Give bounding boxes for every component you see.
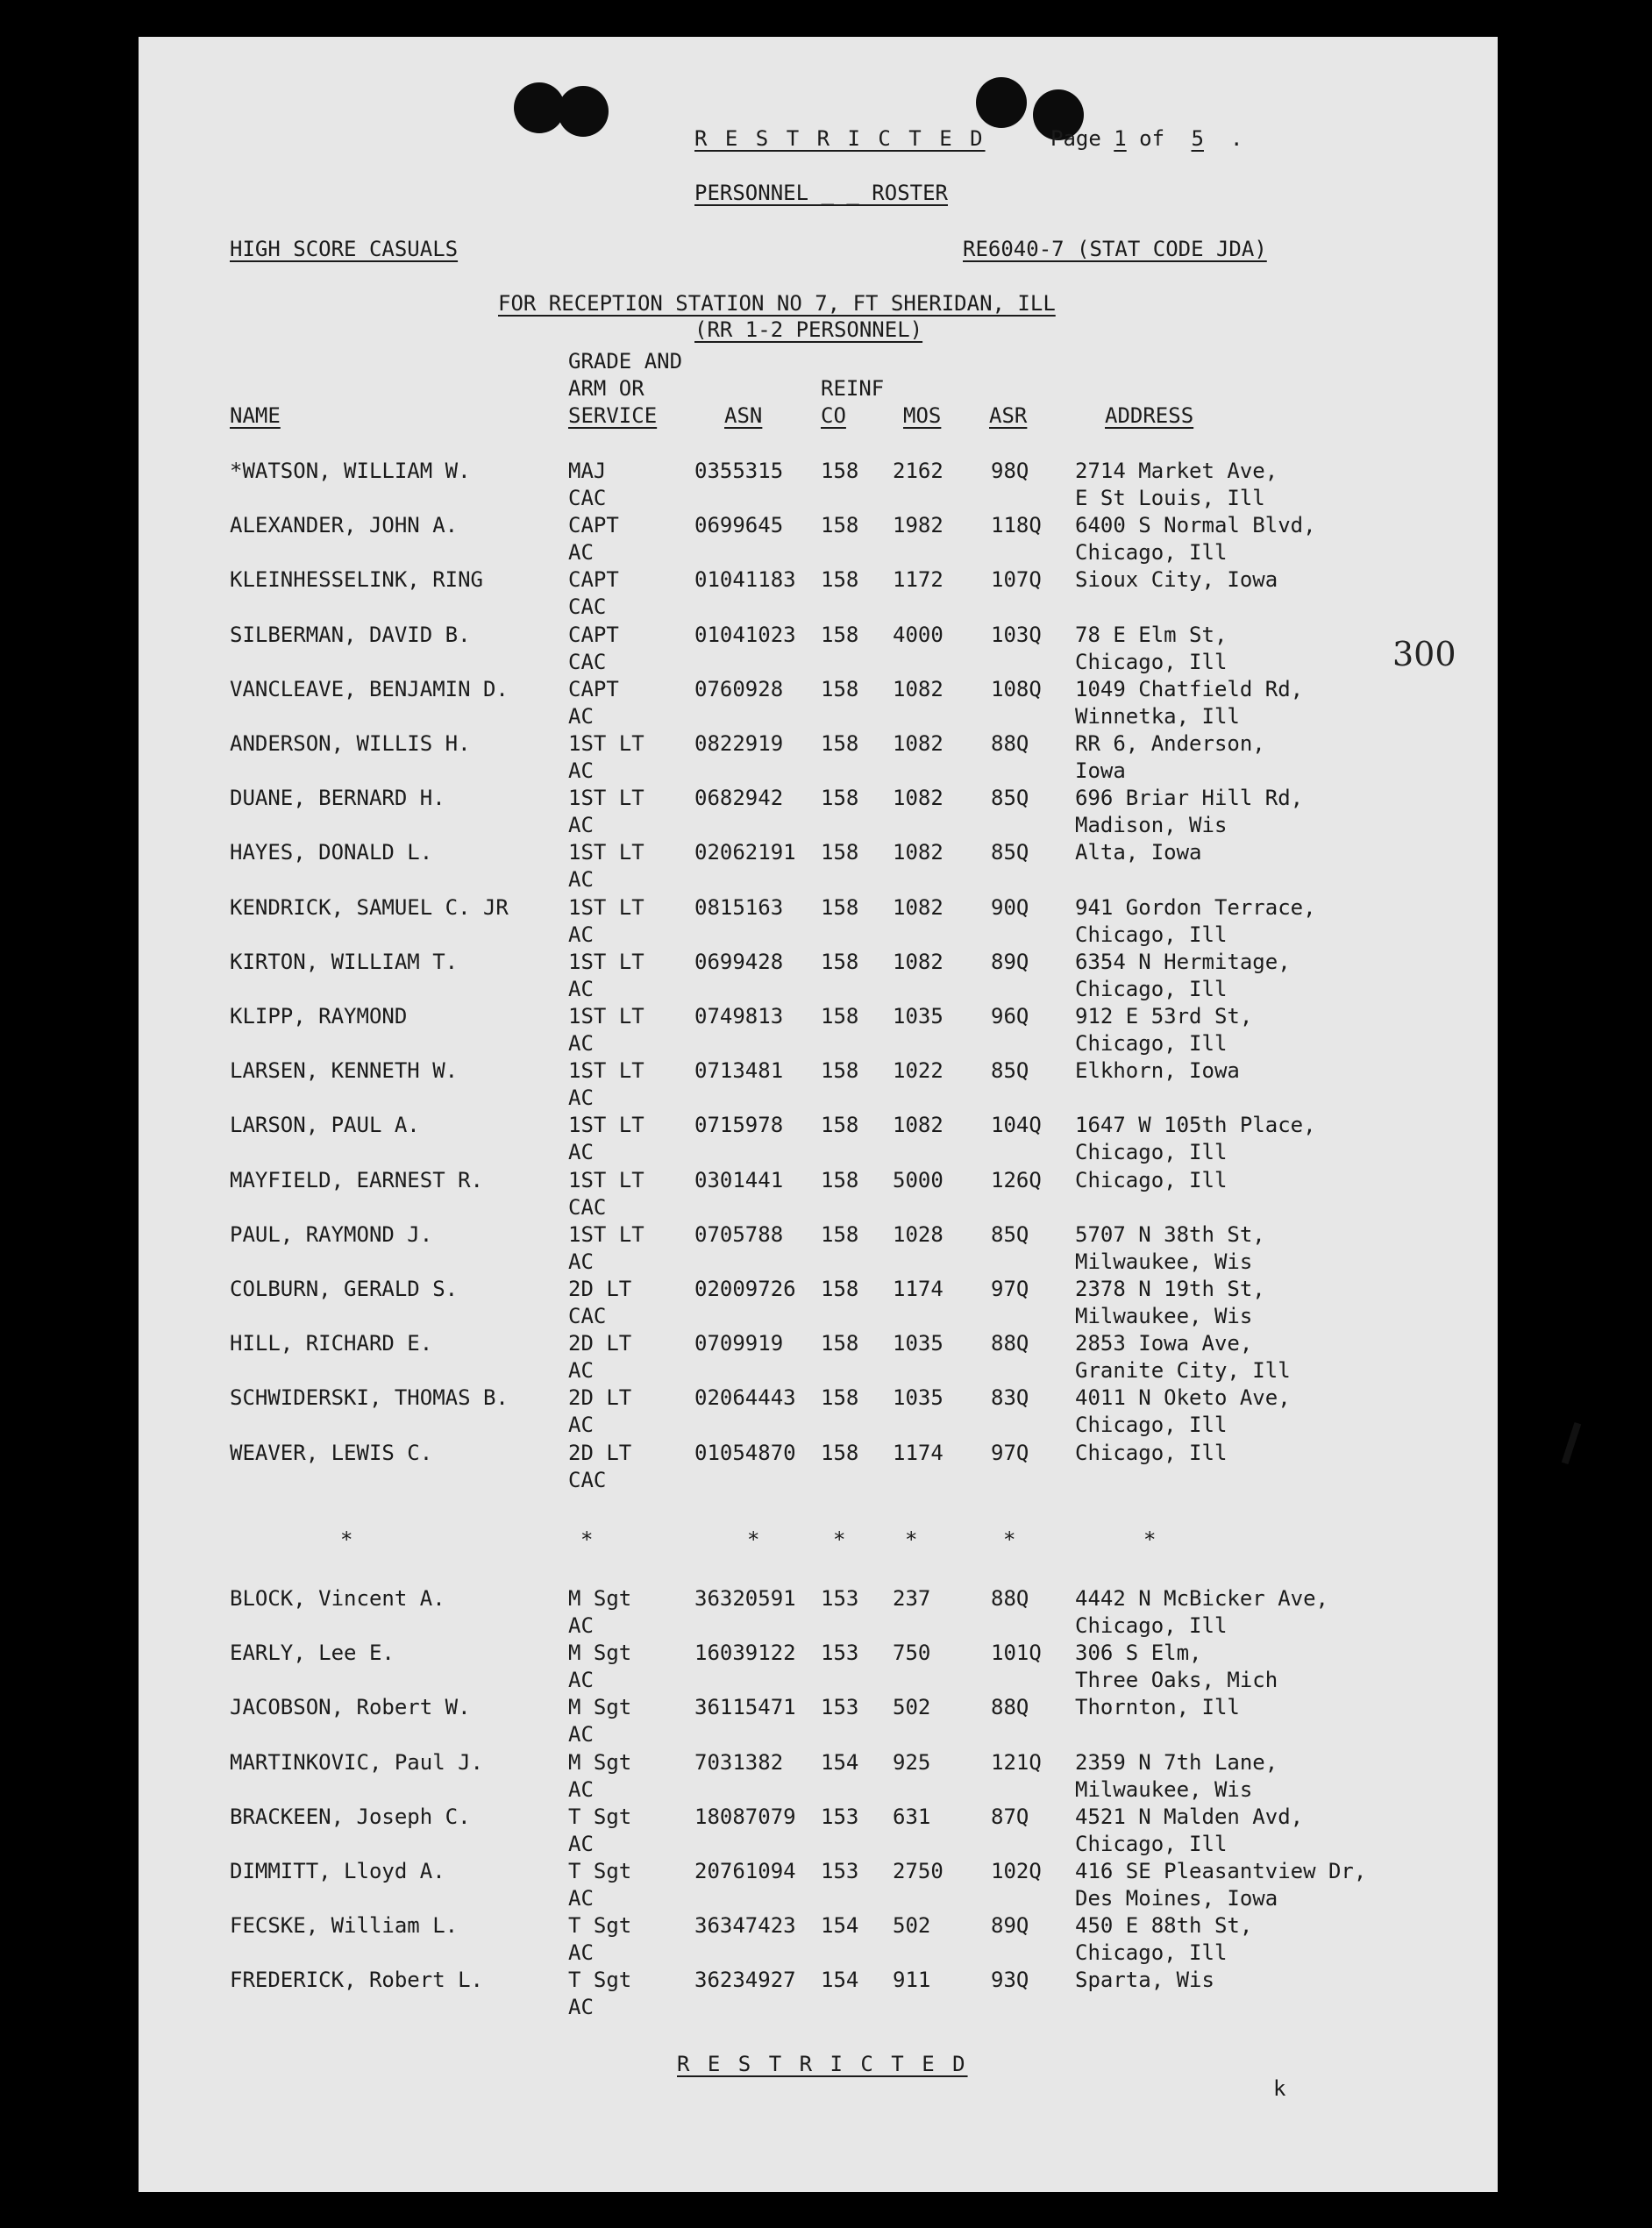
cell-grade: M Sgt — [568, 1641, 632, 1666]
separator-star: * — [340, 1527, 353, 1552]
cell-addr1: Alta, Iowa — [1075, 840, 1202, 865]
cell-mos: 237 — [893, 1586, 931, 1611]
cell-addr1: RR 6, Anderson, — [1075, 731, 1265, 756]
table-row — [139, 730, 1498, 785]
page-label: Page — [1050, 126, 1101, 151]
col-reinf-2: CO — [821, 403, 846, 428]
cell-mos: 1082 — [893, 1113, 943, 1138]
cell-grade: T Sgt — [568, 1913, 632, 1939]
col-grade-1: GRADE AND — [568, 349, 683, 374]
cell-co: 158 — [821, 1277, 859, 1301]
cell-mos: 1082 — [893, 786, 943, 811]
cell-asn: 0760928 — [694, 676, 784, 701]
cell-asr: 88Q — [991, 1695, 1029, 1720]
cell-addr1: 5707 N 38th St, — [1075, 1221, 1265, 1247]
cell-name: *WATSON, WILLIAM W. — [230, 459, 471, 483]
page-number: 1 — [1114, 126, 1127, 151]
cell-addr1: 2853 Iowa Ave, — [1075, 1331, 1253, 1356]
cell-mos: 1082 — [893, 840, 943, 865]
cell-grade: 1ST LT — [568, 1113, 644, 1138]
cell-co: 158 — [821, 676, 859, 701]
cell-co: 154 — [821, 1968, 859, 1993]
cell-arm: AC — [568, 1886, 594, 1911]
cell-name: MARTINKOVIC, Paul J. — [230, 1749, 483, 1775]
restricted-top: R E S T R I C T E D — [694, 126, 986, 151]
cell-addr2: Chicago, Ill — [1075, 922, 1228, 947]
table-row — [139, 512, 1498, 566]
cell-co: 158 — [821, 1221, 859, 1247]
cell-addr1: 2714 Market Ave, — [1075, 459, 1278, 483]
cell-co: 158 — [821, 949, 859, 974]
cell-grade: 1ST LT — [568, 949, 644, 974]
table-row — [139, 1640, 1498, 1694]
cell-mos: 1172 — [893, 567, 943, 593]
cell-name: COLBURN, GERALD S. — [230, 1277, 459, 1301]
table-row — [139, 1003, 1498, 1057]
cell-arm: AC — [568, 1249, 594, 1274]
cell-addr1: 6400 S Normal Blvd, — [1075, 513, 1316, 538]
cell-co: 158 — [821, 1167, 859, 1192]
cell-arm: CAC — [568, 1467, 607, 1492]
cell-asr: 88Q — [991, 1586, 1029, 1611]
table-row — [139, 839, 1498, 893]
cell-arm: AC — [568, 1140, 594, 1165]
cell-name: JACOBSON, Robert W. — [230, 1695, 471, 1720]
cell-arm: CAC — [568, 594, 607, 620]
cell-name: KENDRICK, SAMUEL C. JR — [230, 894, 509, 920]
cell-asr: 90Q — [991, 894, 1029, 920]
cell-co: 158 — [821, 731, 859, 756]
cell-asr: 121Q — [991, 1749, 1042, 1775]
cell-addr2: Chicago, Ill — [1075, 1831, 1228, 1856]
cell-asn: 02064443 — [694, 1385, 796, 1411]
cell-arm: AC — [568, 703, 594, 729]
cell-name: BRACKEEN, Joseph C. — [230, 1804, 471, 1829]
cell-name: KLEINHESSELINK, RING — [230, 567, 483, 593]
cell-mos: 4000 — [893, 622, 943, 647]
cell-mos: 925 — [893, 1749, 931, 1775]
table-row — [139, 1749, 1498, 1804]
of-label: of — [1139, 126, 1165, 151]
cell-addr1: Thornton, Ill — [1075, 1695, 1240, 1720]
cell-asn: 18087079 — [694, 1804, 796, 1829]
cell-mos: 5000 — [893, 1167, 943, 1192]
unit-label: HIGH SCORE CASUALS — [230, 237, 459, 261]
table-row — [139, 1967, 1498, 2021]
cell-grade: 1ST LT — [568, 840, 644, 865]
cell-arm: AC — [568, 1086, 594, 1111]
col-name: NAME — [230, 403, 281, 428]
cell-addr1: 2359 N 7th Lane, — [1075, 1749, 1278, 1775]
table-row — [139, 1585, 1498, 1640]
cell-addr2: Chicago, Ill — [1075, 649, 1228, 674]
cell-co: 158 — [821, 1440, 859, 1465]
cell-asr: 96Q — [991, 1004, 1029, 1029]
cell-arm: AC — [568, 540, 594, 566]
cell-arm: AC — [568, 1831, 594, 1856]
cell-co: 158 — [821, 894, 859, 920]
cell-arm: AC — [568, 1358, 594, 1384]
cell-asn: 7031382 — [694, 1749, 784, 1775]
cell-mos: 1035 — [893, 1331, 943, 1356]
cell-addr1: 6354 N Hermitage, — [1075, 949, 1291, 974]
cell-asn: 0749813 — [694, 1004, 784, 1029]
cell-name: SILBERMAN, DAVID B. — [230, 622, 471, 647]
cell-asn: 01054870 — [694, 1440, 796, 1465]
cell-grade: 1ST LT — [568, 1167, 644, 1192]
cell-asn: 02009726 — [694, 1277, 796, 1301]
cell-addr1: 912 E 53rd St, — [1075, 1004, 1253, 1029]
cell-mos: 631 — [893, 1804, 931, 1829]
cell-addr2: Chicago, Ill — [1075, 1031, 1228, 1056]
cell-addr1: 2378 N 19th St, — [1075, 1277, 1265, 1301]
roster-page — [139, 37, 1498, 2192]
cell-name: FREDERICK, Robert L. — [230, 1968, 483, 1993]
cell-asr: 97Q — [991, 1277, 1029, 1301]
cell-addr2: Milwaukee, Wis — [1075, 1304, 1253, 1328]
cell-addr1: 450 E 88th St, — [1075, 1913, 1253, 1939]
cell-co: 154 — [821, 1749, 859, 1775]
cell-co: 158 — [821, 459, 859, 483]
cell-name: WEAVER, LEWIS C. — [230, 1440, 433, 1465]
cell-name: BLOCK, Vincent A. — [230, 1586, 445, 1611]
cell-asn: 36115471 — [694, 1695, 796, 1720]
cell-arm: AC — [568, 1668, 594, 1693]
table-row — [139, 1057, 1498, 1112]
separator-star: * — [1143, 1527, 1157, 1552]
cell-asr: 89Q — [991, 1913, 1029, 1939]
cell-addr1: 78 E Elm St, — [1075, 622, 1228, 647]
personnel-category-line: (RR 1-2 PERSONNEL) — [694, 317, 923, 342]
table-row — [139, 622, 1498, 676]
cell-arm: AC — [568, 1940, 594, 1966]
cell-grade: M Sgt — [568, 1695, 632, 1720]
cell-co: 158 — [821, 786, 859, 811]
cell-arm: CAC — [568, 649, 607, 674]
table-row — [139, 1858, 1498, 1912]
cell-addr2: Milwaukee, Wis — [1075, 1249, 1253, 1274]
cell-asn: 16039122 — [694, 1641, 796, 1666]
cell-mos: 1028 — [893, 1221, 943, 1247]
cell-mos: 1982 — [893, 513, 943, 538]
cell-addr2: Chicago, Ill — [1075, 976, 1228, 1001]
cell-grade: CAPT — [568, 567, 619, 593]
typist-initial: k — [1273, 2076, 1286, 2101]
cell-addr1: 941 Gordon Terrace, — [1075, 894, 1316, 920]
cell-arm: CAC — [568, 1304, 607, 1328]
cell-grade: T Sgt — [568, 1968, 632, 1993]
table-row — [139, 1912, 1498, 1967]
table-row — [139, 785, 1498, 839]
cell-arm: AC — [568, 758, 594, 783]
page-total: 5 — [1191, 126, 1204, 151]
cell-co: 158 — [821, 1004, 859, 1029]
cell-grade: 1ST LT — [568, 731, 644, 756]
cell-arm: CAC — [568, 1194, 607, 1220]
cell-addr1: 306 S Elm, — [1075, 1641, 1202, 1666]
cell-name: LARSON, PAUL A. — [230, 1113, 420, 1138]
table-row — [139, 1440, 1498, 1494]
cell-mos: 911 — [893, 1968, 931, 1993]
cell-name: ALEXANDER, JOHN A. — [230, 513, 459, 538]
roster-title: PERSONNEL _ _ ROSTER — [694, 181, 948, 205]
col-grade-2: ARM OR — [568, 376, 644, 401]
cell-arm: AC — [568, 813, 594, 838]
cell-grade: T Sgt — [568, 1859, 632, 1883]
separator-star: * — [580, 1527, 594, 1552]
cell-name: HILL, RICHARD E. — [230, 1331, 433, 1356]
col-address: ADDRESS — [1105, 403, 1194, 428]
cell-name: DIMMITT, Lloyd A. — [230, 1859, 445, 1883]
cell-mos: 1082 — [893, 894, 943, 920]
punch-hole-right-1 — [976, 77, 1027, 128]
cell-mos: 2162 — [893, 459, 943, 483]
cell-asr: 83Q — [991, 1385, 1029, 1411]
cell-grade: 2D LT — [568, 1331, 632, 1356]
cell-co: 153 — [821, 1695, 859, 1720]
col-mos: MOS — [903, 403, 942, 428]
cell-grade: MAJ — [568, 459, 607, 483]
cell-asn: 0705788 — [694, 1221, 784, 1247]
cell-asn: 0699645 — [694, 513, 784, 538]
cell-mos: 1082 — [893, 676, 943, 701]
stat-code-label: RE6040-7 (STAT CODE JDA) — [963, 237, 1267, 261]
col-reinf-1: REINF — [821, 376, 885, 401]
cell-asn: 0355315 — [694, 459, 784, 483]
cell-name: PAUL, RAYMOND J. — [230, 1221, 433, 1247]
cell-asr: 97Q — [991, 1440, 1029, 1465]
cell-addr1: Chicago, Ill — [1075, 1440, 1228, 1465]
cell-name: EARLY, Lee E. — [230, 1641, 395, 1666]
cell-co: 158 — [821, 1058, 859, 1084]
cell-addr1: 4521 N Malden Avd, — [1075, 1804, 1304, 1829]
cell-addr2: Des Moines, Iowa — [1075, 1886, 1278, 1911]
cell-name: KIRTON, WILLIAM T. — [230, 949, 459, 974]
cell-co: 153 — [821, 1586, 859, 1611]
cell-arm: CAC — [568, 486, 607, 510]
cell-addr2: Chicago, Ill — [1075, 1140, 1228, 1165]
cell-co: 154 — [821, 1913, 859, 1939]
cell-name: HAYES, DONALD L. — [230, 840, 433, 865]
cell-co: 158 — [821, 567, 859, 593]
cell-addr2: Milwaukee, Wis — [1075, 1776, 1253, 1802]
cell-mos: 2750 — [893, 1859, 943, 1883]
cell-co: 158 — [821, 1113, 859, 1138]
cell-addr2: E St Louis, Ill — [1075, 486, 1265, 510]
cell-name: SCHWIDERSKI, THOMAS B. — [230, 1385, 509, 1411]
cell-asr: 87Q — [991, 1804, 1029, 1829]
cell-asn: 0713481 — [694, 1058, 784, 1084]
table-row — [139, 676, 1498, 730]
cell-asr: 103Q — [991, 622, 1042, 647]
table-row — [139, 1276, 1498, 1330]
cell-name: MAYFIELD, EARNEST R. — [230, 1167, 483, 1192]
table-row — [139, 458, 1498, 512]
cell-asr: 93Q — [991, 1968, 1029, 1993]
cell-addr1: 4011 N Oketo Ave, — [1075, 1385, 1291, 1411]
page-indicator: Page 1 of 5 . — [1050, 126, 1243, 151]
table-row — [139, 1221, 1498, 1276]
cell-grade: 1ST LT — [568, 1004, 644, 1029]
table-row — [139, 1112, 1498, 1166]
cell-addr2: Madison, Wis — [1075, 813, 1228, 838]
cell-grade: 2D LT — [568, 1277, 632, 1301]
table-row — [139, 949, 1498, 1003]
page-stamp-number: 300 — [1392, 635, 1456, 673]
col-asr: ASR — [989, 403, 1028, 428]
cell-arm: AC — [568, 1995, 594, 2020]
table-row — [139, 1384, 1498, 1439]
cell-addr2: Chicago, Ill — [1075, 1613, 1228, 1638]
cell-grade: 1ST LT — [568, 1221, 644, 1247]
table-row — [139, 1804, 1498, 1858]
cell-asr: 89Q — [991, 949, 1029, 974]
cell-arm: AC — [568, 867, 594, 893]
cell-addr1: 4442 N McBicker Ave, — [1075, 1586, 1328, 1611]
cell-addr1: 1049 Chatfield Rd, — [1075, 676, 1304, 701]
cell-name: FECSKE, William L. — [230, 1913, 459, 1939]
cell-arm: AC — [568, 922, 594, 947]
cell-addr2: Winnetka, Ill — [1075, 703, 1240, 729]
cell-addr2: Chicago, Ill — [1075, 1413, 1228, 1438]
cell-mos: 1035 — [893, 1385, 943, 1411]
cell-asr: 118Q — [991, 513, 1042, 538]
cell-asr: 104Q — [991, 1113, 1042, 1138]
cell-addr2: Chicago, Ill — [1075, 1940, 1228, 1966]
cell-grade: CAPT — [568, 676, 619, 701]
cell-asr: 85Q — [991, 786, 1029, 811]
cell-co: 158 — [821, 1385, 859, 1411]
cell-addr1: 1647 W 105th Place, — [1075, 1113, 1316, 1138]
cell-co: 158 — [821, 840, 859, 865]
cell-addr1: Elkhorn, Iowa — [1075, 1058, 1240, 1084]
cell-addr2: Iowa — [1075, 758, 1126, 783]
cell-addr2: Three Oaks, Mich — [1075, 1668, 1278, 1693]
cell-co: 158 — [821, 513, 859, 538]
cell-mos: 1035 — [893, 1004, 943, 1029]
cell-name: ANDERSON, WILLIS H. — [230, 731, 471, 756]
cell-grade: T Sgt — [568, 1804, 632, 1829]
cell-asr: 88Q — [991, 731, 1029, 756]
cell-mos: 502 — [893, 1695, 931, 1720]
cell-asn: 02062191 — [694, 840, 796, 865]
cell-asr: 108Q — [991, 676, 1042, 701]
cell-asn: 0822919 — [694, 731, 784, 756]
table-row — [139, 566, 1498, 621]
cell-asn: 0682942 — [694, 786, 784, 811]
separator-star: * — [747, 1527, 760, 1552]
cell-asn: 01041183 — [694, 567, 796, 593]
cell-addr1: Sioux City, Iowa — [1075, 567, 1278, 593]
table-row — [139, 1694, 1498, 1748]
cell-mos: 1174 — [893, 1440, 943, 1465]
separator-star: * — [1003, 1527, 1016, 1552]
cell-arm: AC — [568, 976, 594, 1001]
cell-asn: 36234927 — [694, 1968, 796, 1993]
cell-asn: 36320591 — [694, 1586, 796, 1611]
cell-mos: 1082 — [893, 731, 943, 756]
cell-grade: 2D LT — [568, 1440, 632, 1465]
table-row — [139, 894, 1498, 949]
cell-asr: 85Q — [991, 1221, 1029, 1247]
cell-addr2: Chicago, Ill — [1075, 540, 1228, 566]
cell-asn: 20761094 — [694, 1859, 796, 1883]
cell-asr: 85Q — [991, 840, 1029, 865]
punch-hole-left-2 — [558, 86, 609, 137]
cell-mos: 750 — [893, 1641, 931, 1666]
cell-arm: AC — [568, 1613, 594, 1638]
cell-addr1: Chicago, Ill — [1075, 1167, 1228, 1192]
cell-co: 153 — [821, 1641, 859, 1666]
cell-asr: 88Q — [991, 1331, 1029, 1356]
restricted-bottom: R E S T R I C T E D — [677, 2052, 968, 2076]
cell-asr: 85Q — [991, 1058, 1029, 1084]
cell-grade: M Sgt — [568, 1586, 632, 1611]
cell-name: LARSEN, KENNETH W. — [230, 1058, 459, 1084]
cell-addr1: 696 Briar Hill Rd, — [1075, 786, 1304, 811]
cell-mos: 1082 — [893, 949, 943, 974]
cell-name: KLIPP, RAYMOND — [230, 1004, 408, 1029]
cell-addr1: 416 SE Pleasantview Dr, — [1075, 1859, 1367, 1883]
cell-asn: 0715978 — [694, 1113, 784, 1138]
cell-grade: CAPT — [568, 513, 619, 538]
cell-grade: 1ST LT — [568, 1058, 644, 1084]
cell-name: VANCLEAVE, BENJAMIN D. — [230, 676, 509, 701]
separator-star: * — [833, 1527, 846, 1552]
cell-grade: 2D LT — [568, 1385, 632, 1411]
cell-co: 158 — [821, 622, 859, 647]
cell-mos: 502 — [893, 1913, 931, 1939]
cell-asr: 98Q — [991, 459, 1029, 483]
cell-arm: AC — [568, 1722, 594, 1748]
cell-asn: 36347423 — [694, 1913, 796, 1939]
cell-co: 153 — [821, 1859, 859, 1883]
col-asn: ASN — [724, 403, 763, 428]
cell-addr1: Sparta, Wis — [1075, 1968, 1214, 1993]
table-row — [139, 1330, 1498, 1384]
col-grade-3: SERVICE — [568, 403, 658, 428]
cell-grade: 1ST LT — [568, 894, 644, 920]
cell-arm: AC — [568, 1031, 594, 1056]
cell-asn: 0699428 — [694, 949, 784, 974]
cell-asn: 0709919 — [694, 1331, 784, 1356]
separator-star: * — [905, 1527, 918, 1552]
cell-grade: CAPT — [568, 622, 619, 647]
cell-grade: 1ST LT — [568, 786, 644, 811]
cell-mos: 1022 — [893, 1058, 943, 1084]
cell-asn: 0301441 — [694, 1167, 784, 1192]
cell-asn: 01041023 — [694, 622, 796, 647]
cell-asr: 101Q — [991, 1641, 1042, 1666]
cell-asr: 102Q — [991, 1859, 1042, 1883]
cell-co: 158 — [821, 1331, 859, 1356]
cell-asn: 0815163 — [694, 894, 784, 920]
pencil-mark — [1562, 1422, 1581, 1464]
reception-station-line: FOR RECEPTION STATION NO 7, FT SHERIDAN, ILL — [498, 291, 1056, 316]
cell-arm: AC — [568, 1413, 594, 1438]
cell-arm: AC — [568, 1776, 594, 1802]
cell-asr: 126Q — [991, 1167, 1042, 1192]
cell-co: 153 — [821, 1804, 859, 1829]
cell-addr2: Granite City, Ill — [1075, 1358, 1291, 1384]
table-row — [139, 1167, 1498, 1221]
cell-grade: M Sgt — [568, 1749, 632, 1775]
cell-asr: 107Q — [991, 567, 1042, 593]
cell-name: DUANE, BERNARD H. — [230, 786, 445, 811]
cell-mos: 1174 — [893, 1277, 943, 1301]
